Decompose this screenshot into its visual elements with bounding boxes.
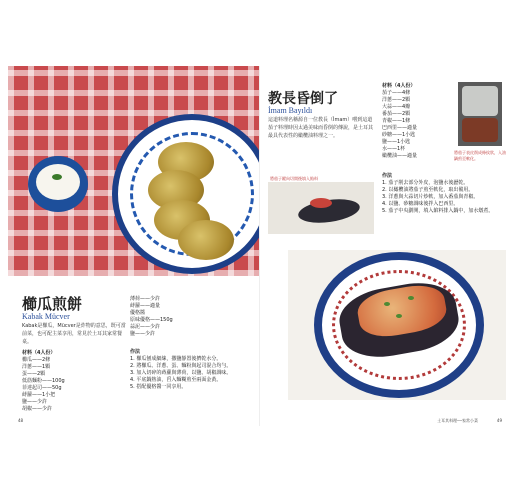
fritter (178, 220, 234, 260)
ingredient-item: 鹽——少許 (130, 331, 156, 337)
page-number: 48 (18, 418, 24, 423)
yogurt (36, 164, 80, 200)
step-item: 3. 洋蔥與大蒜切片炒軟，加入番茄與青椒。 (382, 194, 479, 200)
recipe-title: 教長昏倒了 (268, 91, 338, 107)
ingredient-item: 巴西里——適量 (382, 125, 418, 131)
step-item: 1. 櫛瓜刨成細絲，撒鹽靜置後擠乾水分。 (130, 356, 222, 362)
pan (462, 86, 498, 116)
photo-caption: 將茄子縱向切開後填入餡料 (270, 176, 318, 181)
pan-with-eggplant (462, 118, 498, 142)
ingredient-item: 番茄——2顆 (382, 111, 411, 117)
fritter-plate (112, 114, 260, 274)
parsley-garnish (396, 314, 402, 318)
ingredient-item: 薄荷——少許 (130, 296, 161, 302)
ingredient-item: 洋蔥——1顆 (22, 364, 51, 370)
parsley-garnish (384, 302, 390, 306)
ingredient-item: 優格醬 (130, 310, 146, 316)
ingredients-list (22, 357, 82, 413)
left-page (8, 66, 260, 426)
ingredient-item: 低筋麵粉——100g (22, 378, 65, 384)
steps-list (130, 356, 252, 391)
ingredient-item: 櫛瓜——2條 (22, 357, 51, 363)
cooking-pan-photo (458, 82, 502, 146)
ingredient-item: 青椒——1條 (382, 118, 411, 124)
running-footer: 土耳其料理──家常小菜 (437, 418, 478, 423)
step-item: 3. 加入切碎的蒔蘿與薄荷，以鹽、胡椒調味。 (130, 370, 232, 376)
steps-list (382, 180, 506, 215)
recipe-subtitle: İmam Bayıldı (268, 106, 313, 115)
ingredient-item: 原味優格——150g (130, 317, 173, 323)
step-item: 5. 搭配優格醬一同享用。 (130, 384, 187, 390)
ingredient-item: 蒜泥——少許 (130, 324, 161, 330)
page-number: 49 (496, 418, 502, 423)
recipe-intro: Kabak是櫛瓜，Mücver是炸物的意思，既可當前菜，也可配主菜享用，常見於土耳其家常餐桌。 (22, 323, 126, 345)
ingredient-item: 砂糖——1小匙 (382, 132, 416, 138)
steps-heading: 作法 (382, 173, 393, 179)
herb-garnish (52, 174, 62, 180)
parsley-garnish (408, 296, 414, 300)
ingredient-item: 胡椒——少許 (22, 406, 53, 412)
ingredient-item: 橄欖油——適量 (382, 153, 418, 159)
step-item: 2. 將櫛瓜、洋蔥、蛋、麵粉與起司混合均勻。 (130, 363, 232, 369)
zucchini-fritters-photo (8, 66, 260, 276)
ingredient-item: 鹽——少許 (22, 399, 48, 405)
side-photo-caption: 將茄子表皮削成條紋狀，入油鍋煎至軟化。 (454, 150, 506, 161)
step-item: 2. 以橄欖油將茄子煎至軟化，取出備用。 (382, 187, 474, 193)
ingredient-item: 洋蔥——2顆 (382, 97, 411, 103)
ingredient-item: 菲達起司——50g (22, 385, 62, 391)
ingredient-item: 鹽——1小匙 (382, 139, 411, 145)
ingredients-heading: 材料（4人份） (22, 350, 56, 356)
eggplant-step-photo (268, 182, 374, 234)
tomato-filling (310, 198, 332, 208)
ingredient-item: 大蒜——4瓣 (382, 104, 411, 110)
book-spread (8, 66, 512, 426)
recipe-subtitle: Kabak Mücver (22, 312, 70, 321)
imam-bayildi-photo (288, 250, 506, 400)
ingredients-heading: 材料（4人份） (382, 83, 416, 89)
steps-heading: 作法 (130, 349, 141, 355)
step-item: 4. 平底鍋熱油，舀入麵糊煎至兩面金黃。 (130, 377, 222, 383)
ingredient-item: 蒔蘿——1小把 (22, 392, 56, 398)
yogurt-bowl (28, 156, 88, 212)
ingredient-item: 蒔蘿——適量 (130, 303, 161, 309)
ingredient-item: 蛋——2顆 (22, 371, 46, 377)
ingredients-list (382, 90, 452, 160)
ingredients-list-continued (130, 296, 190, 338)
recipe-intro: 這道料理名稱源自一位教長（İmam）嚐到這道茄子料理時因太過美味而昏倒的傳說，是土耳其最具代表性的橄欖油料理之一。 (268, 117, 374, 139)
right-page (260, 66, 512, 426)
step-item: 1. 茄子削去部分外皮，泡鹽水後瀝乾。 (382, 180, 469, 186)
recipe-title: 櫛瓜煎餅 (22, 295, 83, 313)
step-item: 5. 茄子中央劃開，填入餡料排入鍋中，加水燉煮。 (382, 208, 494, 214)
ingredient-item: 茄子——4條 (382, 90, 411, 96)
ingredient-item: 水——1杯 (382, 146, 406, 152)
step-item: 4. 以鹽、砂糖調味後拌入巴西里。 (382, 201, 459, 207)
